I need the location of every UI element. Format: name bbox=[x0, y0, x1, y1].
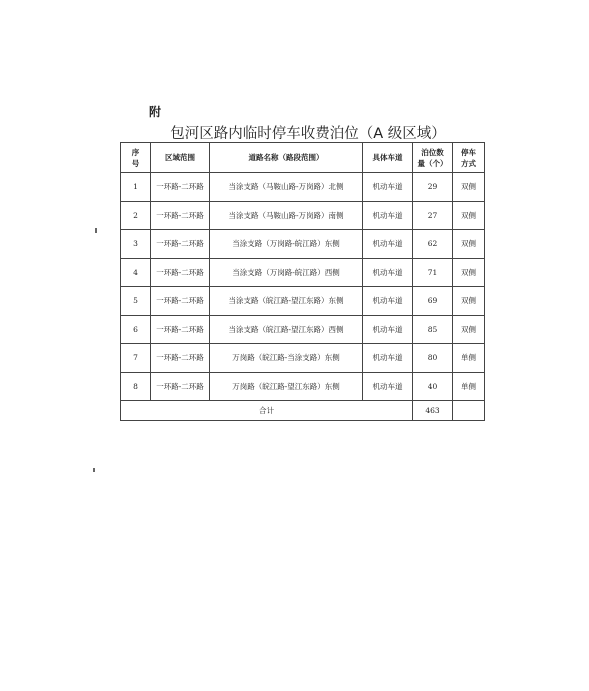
cell-no: 4 bbox=[121, 258, 151, 287]
cell-mode: 双侧 bbox=[453, 230, 485, 259]
cell-lane: 机动车道 bbox=[363, 230, 413, 259]
cell-area: 一环路-二环路 bbox=[151, 258, 210, 287]
header-mode: 停车 方式 bbox=[453, 143, 485, 173]
cell-count: 62 bbox=[413, 230, 453, 259]
cell-road: 当涂支路（万岗路-皖江路）东侧 bbox=[210, 230, 363, 259]
cell-road: 当涂支路（皖江路-望江东路）西侧 bbox=[210, 315, 363, 344]
cell-no: 7 bbox=[121, 344, 151, 373]
total-label: 合计 bbox=[121, 401, 413, 421]
cell-count: 27 bbox=[413, 201, 453, 230]
cell-count: 69 bbox=[413, 287, 453, 316]
cell-road: 当涂支路（皖江路-望江东路）东侧 bbox=[210, 287, 363, 316]
cell-road: 当涂支路（马鞍山路-万岗路）北侧 bbox=[210, 173, 363, 202]
parking-table bbox=[120, 142, 485, 421]
cell-no: 5 bbox=[121, 287, 151, 316]
cell-road: 当涂支路（万岗路-皖江路）西侧 bbox=[210, 258, 363, 287]
cell-no: 6 bbox=[121, 315, 151, 344]
cell-area: 一环路-二环路 bbox=[151, 287, 210, 316]
cell-road: 当涂支路（马鞍山路-万岗路）南侧 bbox=[210, 201, 363, 230]
cell-count: 29 bbox=[413, 173, 453, 202]
cell-count: 71 bbox=[413, 258, 453, 287]
header-road: 道路名称（路段范围） bbox=[210, 143, 363, 173]
cell-mode: 双侧 bbox=[453, 315, 485, 344]
table-row bbox=[121, 372, 485, 401]
header-seq: 序 号 bbox=[121, 143, 151, 173]
cell-area: 一环路-二环路 bbox=[151, 372, 210, 401]
cell-lane: 机动车道 bbox=[363, 201, 413, 230]
cell-no: 1 bbox=[121, 173, 151, 202]
cell-count: 80 bbox=[413, 344, 453, 373]
cell-area: 一环路-二环路 bbox=[151, 315, 210, 344]
table-row bbox=[121, 315, 485, 344]
header-area: 区域范围 bbox=[151, 143, 210, 173]
cell-mode: 双侧 bbox=[453, 173, 485, 202]
cell-lane: 机动车道 bbox=[363, 173, 413, 202]
table-row bbox=[121, 344, 485, 373]
total-empty-cell bbox=[453, 401, 485, 421]
cell-no: 3 bbox=[121, 230, 151, 259]
cell-area: 一环路-二环路 bbox=[151, 201, 210, 230]
table-row bbox=[121, 201, 485, 230]
cell-lane: 机动车道 bbox=[363, 344, 413, 373]
cell-lane: 机动车道 bbox=[363, 372, 413, 401]
table-row bbox=[121, 173, 485, 202]
header-row bbox=[121, 143, 485, 173]
total-count: 463 bbox=[413, 401, 453, 421]
scan-mark bbox=[95, 228, 97, 233]
document-title: 包河区路内临时停车收费泊位（A 级区域） bbox=[170, 126, 446, 142]
cell-no: 2 bbox=[121, 201, 151, 230]
table-row bbox=[121, 287, 485, 316]
cell-road: 万岗路（皖江路-望江东路）东侧 bbox=[210, 372, 363, 401]
cell-mode: 双侧 bbox=[453, 258, 485, 287]
cell-lane: 机动车道 bbox=[363, 258, 413, 287]
cell-mode: 双侧 bbox=[453, 287, 485, 316]
annex-label: 附 bbox=[149, 105, 162, 119]
header-count: 泊位数 量（个） bbox=[413, 143, 453, 173]
cell-mode: 双侧 bbox=[453, 201, 485, 230]
total-row bbox=[121, 401, 485, 421]
cell-count: 40 bbox=[413, 372, 453, 401]
table-row bbox=[121, 258, 485, 287]
header-lane: 具体车道 bbox=[363, 143, 413, 173]
cell-count: 85 bbox=[413, 315, 453, 344]
cell-no: 8 bbox=[121, 372, 151, 401]
cell-road: 万岗路（皖江路-当涂支路）东侧 bbox=[210, 344, 363, 373]
cell-area: 一环路-二环路 bbox=[151, 344, 210, 373]
scan-mark bbox=[93, 468, 95, 472]
table-row bbox=[121, 230, 485, 259]
cell-mode: 单侧 bbox=[453, 344, 485, 373]
cell-area: 一环路-二环路 bbox=[151, 173, 210, 202]
cell-lane: 机动车道 bbox=[363, 287, 413, 316]
cell-lane: 机动车道 bbox=[363, 315, 413, 344]
cell-area: 一环路-二环路 bbox=[151, 230, 210, 259]
cell-mode: 单侧 bbox=[453, 372, 485, 401]
